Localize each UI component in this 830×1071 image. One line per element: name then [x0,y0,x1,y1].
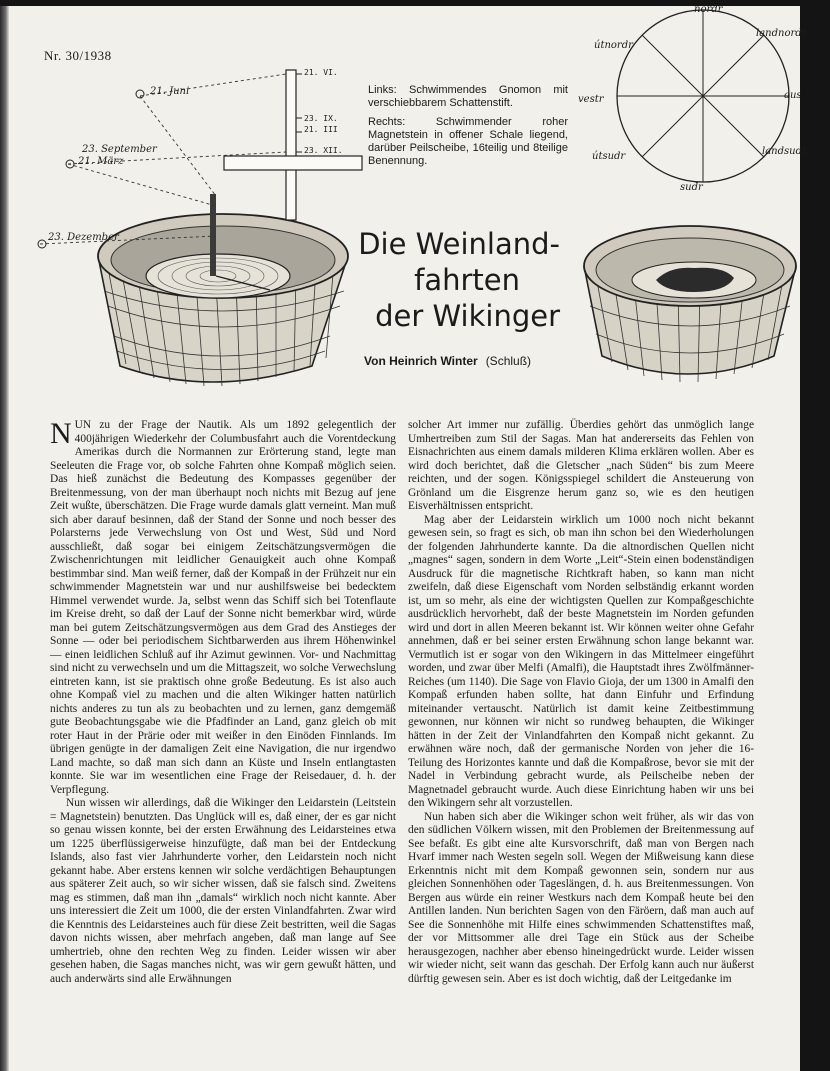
paragraph: solcher Art immer nur zufällig. Überdies gehört das unmöglich lange Umhertreiben zum Stil der Sagas. Man hat andererseits das Fehlen von Eisnachrichten aus einem damals milderen Klima erklären wollen. Aber es wird doch berichtet, daß die Gletscher „nach Süden“ bis zum Meere reichten, und der sogen. Königsspiegel schildert die Ansteuerung von Grönland um die Eisgrenze herum ganz so, wie es den heutigen Eisverhältnissen entspricht. [408,419,754,512]
compass-east: aus [784,90,802,101]
title-line-3: der Wikinger [375,299,560,333]
compass-north: nordr [694,4,723,15]
gnomon-illustration [0,6,360,386]
label-ix: 23. IX. [304,114,338,123]
title-line-2: fahrten [414,263,520,297]
continued-note: (Schluß) [485,354,532,368]
page-spine [0,6,9,1071]
title-line-1: Die Weinland- [358,227,560,261]
compass-west: vestr [578,94,604,105]
label-september: 23. September [82,144,157,155]
article-column-2 [408,419,754,986]
paragraph: NUN zu der Frage der Nautik. Als um 1892 gelegentlich der 400jährigen Wiederkehr der Columbusfahrt auch die Vorentdeckung Amerikas durch die Normannen zur Erörterung stand, legte man Seeleuten die Frage vor, ob solche Fahrten ohne Kompaß möglich seien. Das hieß zunächst die Bedeutung des Kompasses gegenüber der Breitenmessung, von der man überhaupt noch nichts mit Bezug auf jene Zeit wußte, überschätzen. Die Frage wurde damals glatt verneint. Man muß sich aber darauf besinnen, daß der Stand der Sonne und noch besser des Polarsterns jede Verwechslung von Ost und West, Süd und Nord ausschließt, daß sogar bei einigem Zeitschätzungsvermögen die Zwischenrichtungen mit leidlicher Genauigkeit auch ohne Kompaß bestimmbar sind. Man weiß ferner, daß der Kompaß in der Frühzeit nur ein schwimmender Magnetstein war und nur aushilfsweise bei bedecktem Himmel verwendet wurde. Ja, selbst wenn das Schiff sich bei Totenflaute im Kreise dreht, so daß der Lauf der Sonne nicht bemerkbar wird, würde man bei gutem Zeitschätzungsvermögen aus dem Grad des Anstieges der Sonne — oder bei periodischem Sichtbarwerden aus ihrem Höhenwinkel — einen leidlichen Schluß auf ihr Azimut gewinnen. Vor- und Nachmittag sind nicht zu verwechseln und um die Mittagszeit, wo solche Verwechslung eintreten kann, ist sie praktisch ohne große Bedeutung. Es ist also auch ohne Kompaß viel zu machen und die alten Wikinger hatten natürlich nichts anderes zu tun als zu beobachten und zu lernen, ganz demgemäß gute Beobachtungsgabe wie die Pfadfinder an Land, ganz gleich ob mit roter Haut in der Prärie oder mit weißer in den Einöden Finnlands. Im übrigen genügte in der damaligen Zeit eine Navigation, die nur irgendwo Land machte, so daß man sich dann an Küste und Inseln entlangtasten konnte. Sie war im wesentlichen eine Frage der Reisedauer, d. h. der Verpflegung. [50,417,396,796]
label-june: 21. Juni [150,86,190,97]
caption-right: Rechts: Schwimmender roher Magnetstein in offener Schale liegend, darüber Peilscheibe, 16teilig und 8teilige Benennung. [368,116,568,167]
article-title [320,226,560,334]
byline [364,354,531,368]
magazine-page [0,4,807,1071]
caption-left: Links: Schwimmendes Gnomon mit verschiebbarem Schattenstift. [368,84,568,109]
compass-southeast: landsudr [762,146,807,157]
figure-caption [368,84,568,174]
label-vi: 21. VI. [304,68,338,77]
magnet-stone-illustration [578,196,818,396]
article-column-1 [50,419,396,986]
compass-northwest: útnordr [594,40,633,51]
compass-south: sudr [680,182,703,193]
paragraph: Nun haben sich aber die Wikinger schon weit früher, als wir das von den südlichen Völkern wissen, mit den Problemen der Breitenmessung auf See befaßt. Es gibt eine alte Kursvorschrift, daß man von Bergen nach Hvarf immer nach Westen segeln soll. Wegen der Mißweisung kann diese Erkenntnis nicht mit dem Kompaß gewonnen sein, sondern nur aus gleichen Sonnenhöhen oder Tageslängen, d. h. aus Breitenmessungen. Von Bergen aus würde ein reiner Westkurs nach dem Kompaß heute bei den Antillen landen. Nun berichten Sagen von den Färöern, daß man auch auf See die Sonnenhöhe mit Hilfe eines schwimmenden Schattenstiftes maß, der vor Mittsommer alle drei Tage ein Stück aus der Scheibe herausgezogen, nachher aber ebenso hineingedrückt wurde. Leider wissen wir wieder nicht, seit wann das geschah. Der Erfolg kann auch nur äußerst dürftig gewesen sein. Aber es ist doch wichtig, daß der Leitgedanke im [408,810,754,985]
drop-cap: N [50,417,72,450]
label-december: 23. Dezember [48,232,119,243]
issue-number: Nr. 30/1938 [44,48,112,63]
label-iii: 21. III [304,125,338,134]
compass-northeast: landnordr [756,28,807,39]
label-march: 21. März [78,156,124,167]
compass-southwest: útsudr [592,151,626,162]
author: Von Heinrich Winter [364,354,478,368]
label-xii: 23. XII. [304,146,343,155]
paragraph: Nun wissen wir allerdings, daß die Wikinger den Leidarstein (Leitstein = Magnetstein) benutzten. Das Unglück will es, daß einer, der es gar nicht so genau wissen konnte, bei der ersten Erwähnung des Leidarsteines etwa um 1225 überflüssigerweise hinzufügte, daß man bei der Entdeckung Islands, also fast vier Jahrhunderte vorher, den Leidarstein noch nicht gekannt habe. Aber erstens kennen wir solche verdächtigen Behauptungen aus späterer Zeit auch, so wir sicher wissen, daß sie falsch sind. Zweitens mag es stimmen, daß man ihn „damals“ wirklich noch nicht kannte. Aber uns interessiert die Zeit um 1000, die der ersten Vinlandfahrten. Zwar wird die Kenntnis des Leidarsteines auch für diese Zeit bestritten, weil die Sagas davon nichts wissen, aber mehrfach angeben, daß man lange auf See umhertrieb, ohne den rechten Weg zu finden. Leider wissen wir aber gesehen haben, die Sagas manches nicht, was wir gern gewußt hätten, und auch anderwärts sind alle Erwähnungen [50,797,396,985]
paragraph: Mag aber der Leidarstein wirklich um 1000 noch nicht bekannt gewesen sein, so fragt es sich, ob man ihn schon bei den Wiederholungen der folgenden Jahrhunderte kannte. Da die altnordischen Quellen nicht „magnes“ sagen, sondern in dem Worte „Leit“-Stein einen bodenständigen Ausdruck für die magnetische Richtkraft haben, so kann man nicht zweifeln, daß diese Eigenschaft vom Norden selbständig erkannt worden ist, um so mehr, als eine der wichtigsten Quellen zur Kompaßgeschichte ausdrücklich hervorhebt, daß der beste Magnetstein im Norden gefunden wird und dort in allen Meeren bekannt ist. Wir können weiter ohne Gefahr annehmen, daß er bei seiner ersten Erwähnung schon lange bekannt war. Vermutlich ist er sogar von den Wikingern in das Mittelmeer eingeführt worden, und zwar über Melfi (Amalfi), die Hauptstadt ihres Zwölfmänner-Reiches (um 1140). Die Sage von Flavio Gioja, der um 1300 in Amalfi den Kompaß erfunden haben sollte, hat dann Einfuhr und Erfindung miteinander vertauscht. Natürlich ist damit keine Zeitbestimmung gewonnen, nur können wir nicht so rundweg behaupten, die Wikinger hätten in der Zeit der Vinlandfahrten den Kompaß nicht gekannt. Zu erwähnen wäre noch, daß der germanische Norden von jeher die 16-Teilung des Horizontes kannte und daß die Kompaßrose, bevor sie mit der Nadel in Verbindung gebracht wurde, als Peilscheibe neben der Magnetnadel gebraucht wurde. Auch diese Einrichtung haben wir uns bei den Wikingern sehr alt vorzustellen. [408,513,754,809]
